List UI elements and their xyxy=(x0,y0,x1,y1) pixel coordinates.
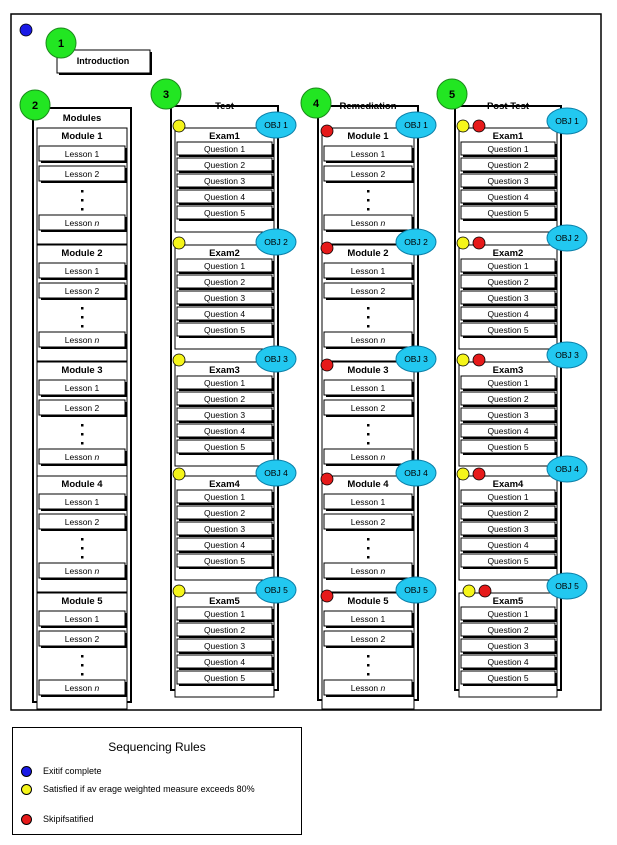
column-4-group-3-skip-dot-icon xyxy=(473,354,485,366)
column-3-group-2-lesson-label-2: Lesson 2 xyxy=(350,286,386,296)
column-4-group-5-skip-dot-icon xyxy=(479,585,491,597)
column-1-group-5-ellipsis-dot-1 xyxy=(81,655,84,658)
column-2-group-1-question-label-2: Question 2 xyxy=(203,160,246,170)
column-2-group-2-question-label-5: Question 5 xyxy=(203,325,246,335)
column-3-group-4-skip-dot-icon xyxy=(321,473,333,485)
column-2-group-5-question-label-1: Question 1 xyxy=(203,609,246,619)
column-4-group-2-title: Exam2 xyxy=(492,248,524,259)
column-1-group-4-title: Module 4 xyxy=(61,479,103,490)
column-2-group-3-satisfied-dot-icon xyxy=(173,354,185,366)
column-4-group-2-question-label-4: Question 4 xyxy=(487,309,529,319)
column-1-group-5-lesson-label-2: Lesson 2 xyxy=(64,634,100,644)
column-3-group-2-lesson-n-label xyxy=(351,335,386,345)
column-1-group-1-ellipsis-dot-3 xyxy=(81,208,84,211)
column-4-group-2-skip-dot-icon xyxy=(473,237,485,249)
column-3-group-2-ellipsis-dot-3 xyxy=(367,325,370,328)
column-3-group-5-objective-bubble-label: OBJ 5 xyxy=(404,585,428,595)
column-4-group-1-satisfied-dot-icon xyxy=(457,120,469,132)
column-1-group-3-lesson-n-label xyxy=(65,452,100,462)
column-1-group-2-lesson-n-label xyxy=(65,335,100,345)
column-1-group-3-ellipsis-dot-3 xyxy=(81,442,84,445)
column-2-group-4-title: Exam4 xyxy=(209,479,240,490)
column-3-group-5-ellipsis-dot-2 xyxy=(367,664,370,667)
column-1-group-4-lesson-label-2: Lesson 2 xyxy=(64,517,100,527)
column-1-group-1-ellipsis-dot-1 xyxy=(81,190,84,193)
column-3-group-4-ellipsis-dot-2 xyxy=(367,547,370,550)
column-4-group-1-question-label-5: Question 5 xyxy=(487,208,529,218)
column-2-group-3-question-label-2: Question 2 xyxy=(203,394,246,404)
column-1-group-4-lesson-label-1: Lesson 1 xyxy=(64,497,100,507)
column-3-group-4-ellipsis-dot-3 xyxy=(367,556,370,559)
column-2-group-5-question-label-3: Question 3 xyxy=(203,641,246,651)
column-1-group-2-lesson-n-suffix: n xyxy=(94,335,100,345)
column-2-group-3-question-label-4: Question 4 xyxy=(203,426,246,436)
column-3-group-2-lesson-n-prefix: Lesson xyxy=(350,335,381,345)
column-3-group-1-lesson-n-suffix: n xyxy=(380,218,386,228)
column-4-group-4-question-label-2: Question 2 xyxy=(487,508,529,518)
column-1-group-3-lesson-n-suffix: n xyxy=(94,452,100,462)
column-1-group-1-lesson-n-prefix: Lesson xyxy=(64,218,95,228)
column-3-group-3-lesson-label-1: Lesson 1 xyxy=(350,383,386,393)
column-3-group-5-lesson-label-2: Lesson 2 xyxy=(350,634,386,644)
column-3-group-5-ellipsis-dot-1 xyxy=(367,655,370,658)
column-4-group-4-satisfied-dot-icon xyxy=(457,468,469,480)
column-1-group-5-lesson-n-prefix: Lesson xyxy=(64,683,95,693)
column-1-group-5-ellipsis-dot-3 xyxy=(81,673,84,676)
column-3-group-5-ellipsis-dot-3 xyxy=(367,673,370,676)
column-3-group-3-objective-bubble-label: OBJ 3 xyxy=(404,354,428,364)
introduction-label: Introduction xyxy=(76,56,130,66)
column-1-group-1-lesson-n-suffix: n xyxy=(94,218,100,228)
column-4-group-4-title: Exam4 xyxy=(492,479,524,490)
column-3-group-3-title: Module 3 xyxy=(347,365,389,376)
column-4-title: Post Test xyxy=(486,101,530,112)
column-3-group-1-lesson-n-prefix: Lesson xyxy=(350,218,381,228)
column-4-group-4-question-label-5: Question 5 xyxy=(487,556,529,566)
column-4-group-5-question-label-4: Question 4 xyxy=(487,657,529,667)
column-4-group-3-question-label-4: Question 4 xyxy=(487,426,529,436)
step-5-badge-number: 5 xyxy=(448,89,456,101)
column-1-group-3-lesson-label-1: Lesson 1 xyxy=(64,383,100,393)
column-2-group-2-question-label-4: Question 4 xyxy=(203,309,246,319)
column-3-group-4-objective-bubble-label: OBJ 4 xyxy=(404,468,428,478)
column-2-group-5-question-label-4: Question 4 xyxy=(203,657,246,667)
column-4-group-3-objective-bubble-label: OBJ 3 xyxy=(555,350,579,360)
column-3-group-1-objective-bubble-label: OBJ 1 xyxy=(404,120,428,130)
legend-text-exit: Exitif complete xyxy=(43,766,102,776)
column-3-group-1-title: Module 1 xyxy=(347,131,389,142)
column-4-group-2-question-label-5: Question 5 xyxy=(487,325,529,335)
column-4-group-2-objective-bubble-label: OBJ 2 xyxy=(555,233,579,243)
column-1-group-4-lesson-n-suffix: n xyxy=(94,566,100,576)
column-4-group-5-objective-bubble-label: OBJ 5 xyxy=(555,581,579,591)
column-2-group-5-question-label-2: Question 2 xyxy=(203,625,246,635)
column-4-group-4-question-label-1: Question 1 xyxy=(487,492,529,502)
column-2-group-4-question-label-3: Question 3 xyxy=(203,524,246,534)
column-1-group-1-lesson-label-2: Lesson 2 xyxy=(64,169,100,179)
column-4-group-5-question-label-3: Question 3 xyxy=(487,641,529,651)
column-3-group-1-lesson-label-1: Lesson 1 xyxy=(350,149,386,159)
column-1-group-5-lesson-label-1: Lesson 1 xyxy=(64,614,100,624)
yellow-dot-icon xyxy=(21,784,32,795)
column-1-group-3-lesson-label-2: Lesson 2 xyxy=(64,403,100,413)
legend-text-skip: Skipifsatified xyxy=(43,814,94,824)
exit-dot-icon xyxy=(20,24,32,36)
column-2-group-5-objective-bubble-label: OBJ 5 xyxy=(264,585,288,595)
column-1-group-2-lesson-n-prefix: Lesson xyxy=(64,335,95,345)
column-3-group-5-lesson-label-1: Lesson 1 xyxy=(350,614,386,624)
column-2-group-5-title: Exam5 xyxy=(209,596,240,607)
column-3-group-5-skip-dot-icon xyxy=(321,590,333,602)
column-4-group-4-question-label-4: Question 4 xyxy=(487,540,529,550)
column-4-group-3-satisfied-dot-icon xyxy=(457,354,469,366)
column-3-group-3-lesson-n-prefix: Lesson xyxy=(350,452,381,462)
column-4-group-1-title: Exam1 xyxy=(492,131,524,142)
column-4-group-2-question-label-1: Question 1 xyxy=(487,261,529,271)
column-2-group-1-title: Exam1 xyxy=(209,131,240,142)
column-3-group-1-ellipsis-dot-2 xyxy=(367,199,370,202)
column-2-group-3-title: Exam3 xyxy=(209,365,240,376)
column-1-group-2-lesson-label-1: Lesson 1 xyxy=(64,266,100,276)
column-4-group-3-title: Exam3 xyxy=(492,365,524,376)
column-1-group-2-ellipsis-dot-2 xyxy=(81,316,84,319)
column-3-group-5-lesson-n-suffix: n xyxy=(380,683,386,693)
step-1-badge-number: 1 xyxy=(57,38,65,50)
column-4-group-2-question-label-2: Question 2 xyxy=(487,277,529,287)
column-1-group-3-title: Module 3 xyxy=(61,365,103,376)
column-3-group-4-lesson-n-suffix: n xyxy=(380,566,386,576)
column-2-group-3-question-label-1: Question 1 xyxy=(203,378,246,388)
column-1-group-4-lesson-n-label xyxy=(65,566,100,576)
column-4-group-3-question-label-2: Question 2 xyxy=(487,394,529,404)
blue-dot-icon xyxy=(21,766,32,777)
column-3-group-5-lesson-n-prefix: Lesson xyxy=(350,683,381,693)
column-3-group-4-lesson-label-1: Lesson 1 xyxy=(350,497,386,507)
column-3-group-4-lesson-label-2: Lesson 2 xyxy=(350,517,386,527)
column-2-group-2-title: Exam2 xyxy=(209,248,240,259)
column-1-group-2-ellipsis-dot-1 xyxy=(81,307,84,310)
column-1-group-1-ellipsis-dot-2 xyxy=(81,199,84,202)
column-1-title: Modules xyxy=(62,113,102,124)
column-2-group-4-question-label-1: Question 1 xyxy=(203,492,246,502)
column-4-group-5-title: Exam5 xyxy=(492,596,524,607)
column-1-group-1-lesson-n-label xyxy=(65,218,100,228)
column-4-group-2-satisfied-dot-icon xyxy=(457,237,469,249)
column-1-group-1-lesson-label-1: Lesson 1 xyxy=(64,149,100,159)
column-1-group-5-title: Module 5 xyxy=(61,596,103,607)
column-4-group-3-question-label-3: Question 3 xyxy=(487,410,529,420)
column-3-group-3-ellipsis-dot-1 xyxy=(367,424,370,427)
column-2-group-1-question-label-4: Question 4 xyxy=(203,192,246,202)
column-2-group-4-satisfied-dot-icon xyxy=(173,468,185,480)
column-4-group-1-question-label-2: Question 2 xyxy=(487,160,529,170)
column-4-group-5-question-label-2: Question 2 xyxy=(487,625,529,635)
column-1-group-4-ellipsis-dot-2 xyxy=(81,547,84,550)
column-2-group-3-objective-bubble-label: OBJ 3 xyxy=(264,354,288,364)
column-4-group-5-question-label-5: Question 5 xyxy=(487,673,529,683)
column-1-group-4-lesson-n-prefix: Lesson xyxy=(64,566,95,576)
column-4-group-4-skip-dot-icon xyxy=(473,468,485,480)
column-3-group-5-lesson-n-label xyxy=(351,683,386,693)
column-1-group-2-lesson-label-2: Lesson 2 xyxy=(64,286,100,296)
column-4-group-3-question-label-5: Question 5 xyxy=(487,442,529,452)
column-4-group-5-question-label-1: Question 1 xyxy=(487,609,529,619)
column-3-group-3-lesson-n-suffix: n xyxy=(380,452,386,462)
column-4-group-1-question-label-1: Question 1 xyxy=(487,144,529,154)
column-3-group-3-skip-dot-icon xyxy=(321,359,333,371)
column-2-group-4-question-label-2: Question 2 xyxy=(203,508,246,518)
column-2-group-1-question-label-5: Question 5 xyxy=(203,208,246,218)
column-2-group-4-question-label-4: Question 4 xyxy=(203,540,246,550)
column-3-group-2-ellipsis-dot-1 xyxy=(367,307,370,310)
legend-box xyxy=(12,727,302,835)
column-4-group-4-question-label-3: Question 3 xyxy=(487,524,529,534)
column-1-group-2-ellipsis-dot-3 xyxy=(81,325,84,328)
column-2-group-2-question-label-3: Question 3 xyxy=(203,293,246,303)
column-3-group-3-lesson-label-2: Lesson 2 xyxy=(350,403,386,413)
step-4-badge-number: 4 xyxy=(312,98,320,110)
column-3-group-1-skip-dot-icon xyxy=(321,125,333,137)
column-3-group-3-ellipsis-dot-2 xyxy=(367,433,370,436)
legend-text-satisfied: Satisfied if av erage weighted measure exceeds 80% xyxy=(43,784,255,794)
column-2-group-1-question-label-3: Question 3 xyxy=(203,176,246,186)
column-2-group-2-satisfied-dot-icon xyxy=(173,237,185,249)
column-2-group-3-question-label-5: Question 5 xyxy=(203,442,246,452)
column-1-group-1-title: Module 1 xyxy=(61,131,103,142)
legend-title: Sequencing Rules xyxy=(108,740,206,754)
column-1-group-3-ellipsis-dot-2 xyxy=(81,433,84,436)
column-3-group-4-title: Module 4 xyxy=(347,479,389,490)
column-1-group-2-title: Module 2 xyxy=(61,248,103,259)
column-4-group-1-question-label-3: Question 3 xyxy=(487,176,529,186)
column-2-group-1-objective-bubble-label: OBJ 1 xyxy=(264,120,288,130)
column-1-group-4-ellipsis-dot-1 xyxy=(81,538,84,541)
column-2-group-5-satisfied-dot-icon xyxy=(173,585,185,597)
red-dot-icon xyxy=(21,814,32,825)
column-1-group-4-ellipsis-dot-3 xyxy=(81,556,84,559)
column-3-group-4-lesson-n-label xyxy=(351,566,386,576)
column-3-group-1-lesson-n-label xyxy=(351,218,386,228)
column-2-group-3-question-label-3: Question 3 xyxy=(203,410,246,420)
column-4-group-2-question-label-3: Question 3 xyxy=(487,293,529,303)
column-4-group-4-objective-bubble-label: OBJ 4 xyxy=(555,464,579,474)
column-4-group-3-question-label-1: Question 1 xyxy=(487,378,529,388)
column-3-group-3-lesson-n-label xyxy=(351,452,386,462)
column-3-group-1-lesson-label-2: Lesson 2 xyxy=(350,169,386,179)
column-3-group-2-title: Module 2 xyxy=(347,248,389,259)
column-3-group-1-ellipsis-dot-3 xyxy=(367,208,370,211)
column-2-group-1-satisfied-dot-icon xyxy=(173,120,185,132)
column-2-group-1-question-label-1: Question 1 xyxy=(203,144,246,154)
column-2-group-2-objective-bubble-label: OBJ 2 xyxy=(264,237,288,247)
column-3-group-4-lesson-n-prefix: Lesson xyxy=(350,566,381,576)
column-2-group-5-question-label-5: Question 5 xyxy=(203,673,246,683)
column-3-group-2-skip-dot-icon xyxy=(321,242,333,254)
column-1-group-3-ellipsis-dot-1 xyxy=(81,424,84,427)
column-1-group-5-lesson-n-suffix: n xyxy=(94,683,100,693)
column-3-group-3-ellipsis-dot-3 xyxy=(367,442,370,445)
column-1-group-3-lesson-n-prefix: Lesson xyxy=(64,452,95,462)
column-3-group-2-lesson-label-1: Lesson 1 xyxy=(350,266,386,276)
column-1-group-5-lesson-n-label xyxy=(65,683,100,693)
column-2-title: Test xyxy=(215,101,234,112)
column-3-group-2-ellipsis-dot-2 xyxy=(367,316,370,319)
column-3-title: Remediation xyxy=(339,101,397,112)
step-2-badge-number: 2 xyxy=(31,100,39,112)
column-4-group-1-skip-dot-icon xyxy=(473,120,485,132)
column-3-group-2-lesson-n-suffix: n xyxy=(380,335,386,345)
column-4-group-5-satisfied-dot-icon xyxy=(463,585,475,597)
column-2-group-2-question-label-2: Question 2 xyxy=(203,277,246,287)
column-2-group-4-question-label-5: Question 5 xyxy=(203,556,246,566)
column-3-group-1-ellipsis-dot-1 xyxy=(367,190,370,193)
column-3-group-2-objective-bubble-label: OBJ 2 xyxy=(404,237,428,247)
step-3-badge-number: 3 xyxy=(162,89,170,101)
column-1-group-5-ellipsis-dot-2 xyxy=(81,664,84,667)
column-2-group-4-objective-bubble-label: OBJ 4 xyxy=(264,468,288,478)
column-2-group-2-question-label-1: Question 1 xyxy=(203,261,246,271)
column-4-group-1-objective-bubble-label: OBJ 1 xyxy=(555,116,579,126)
column-4-group-1-question-label-4: Question 4 xyxy=(487,192,529,202)
column-3-group-4-ellipsis-dot-1 xyxy=(367,538,370,541)
column-3-group-5-title: Module 5 xyxy=(347,596,389,607)
